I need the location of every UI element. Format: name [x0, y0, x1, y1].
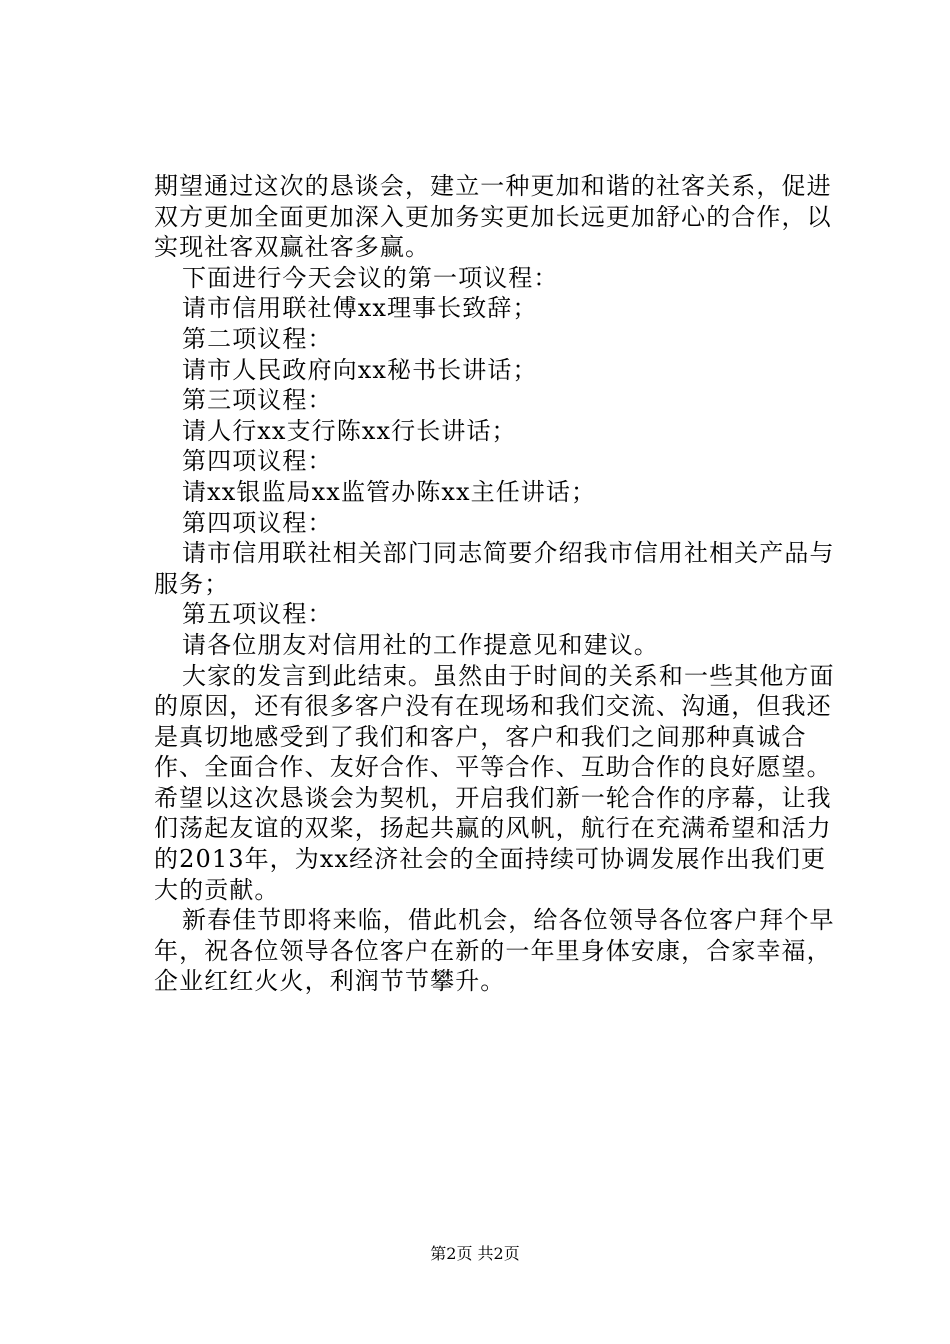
document-body [154, 171, 844, 997]
paragraph-6: 第三项议程： [182, 386, 333, 415]
paragraph-15: 新春佳节即将来临，借此机会，给各位领导各位客户拜个早年，祝各位领导各位客户在新的一年里身体安康，合家幸福，企业红红火火，利润节节攀升。 [154, 906, 835, 996]
paragraph-13: 请各位朋友对信用社的工作提意见和建议。 [182, 630, 659, 659]
paragraph-3: 请市信用联社傅xx理事长致辞； [182, 294, 538, 323]
paragraph-5: 请市人民政府向xx秘书长讲话； [182, 355, 538, 384]
paragraph-7: 请人行xx支行陈xx行长讲话； [182, 416, 517, 445]
page-number-footer: 第2页 共2页 [430, 1244, 520, 1263]
paragraph-4: 第二项议程： [182, 324, 333, 353]
paragraph-2: 下面进行今天会议的第一项议程： [182, 263, 559, 292]
paragraph-8: 第四项议程： [182, 447, 333, 476]
paragraph-10: 第四项议程： [182, 508, 333, 537]
paragraph-12: 第五项议程： [182, 600, 333, 629]
paragraph-9: 请xx银监局xx监管办陈xx主任讲话； [182, 477, 597, 506]
paragraph-11: 请市信用联社相关部门同志简要介绍我市信用社相关产品与服务； [154, 539, 835, 598]
paragraph-14: 大家的发言到此结束。虽然由于时间的关系和一些其他方面的原因，还有很多客户没有在现场和我们交流、沟通，但我还是真切地感受到了我们和客户，客户和我们之间那种真诚合作、全面合作、友好合作、平等合作、互助合作的良好愿望。希望以这次恳谈会为契机，开启我们新一轮合作的序幕，让我们荡起友谊的双桨，扬起共赢的风帆，航行在充满希望和活力的2013年，为xx经济社会的全面持续可协调发展作出我们更大的贡献。 [154, 661, 835, 904]
paragraph-1: 期望通过这次的恳谈会，建立一种更加和谐的社客关系，促进双方更加全面更加深入更加务实更加长远更加舒心的合作，以实现社客双赢社客多赢。 [154, 172, 832, 262]
